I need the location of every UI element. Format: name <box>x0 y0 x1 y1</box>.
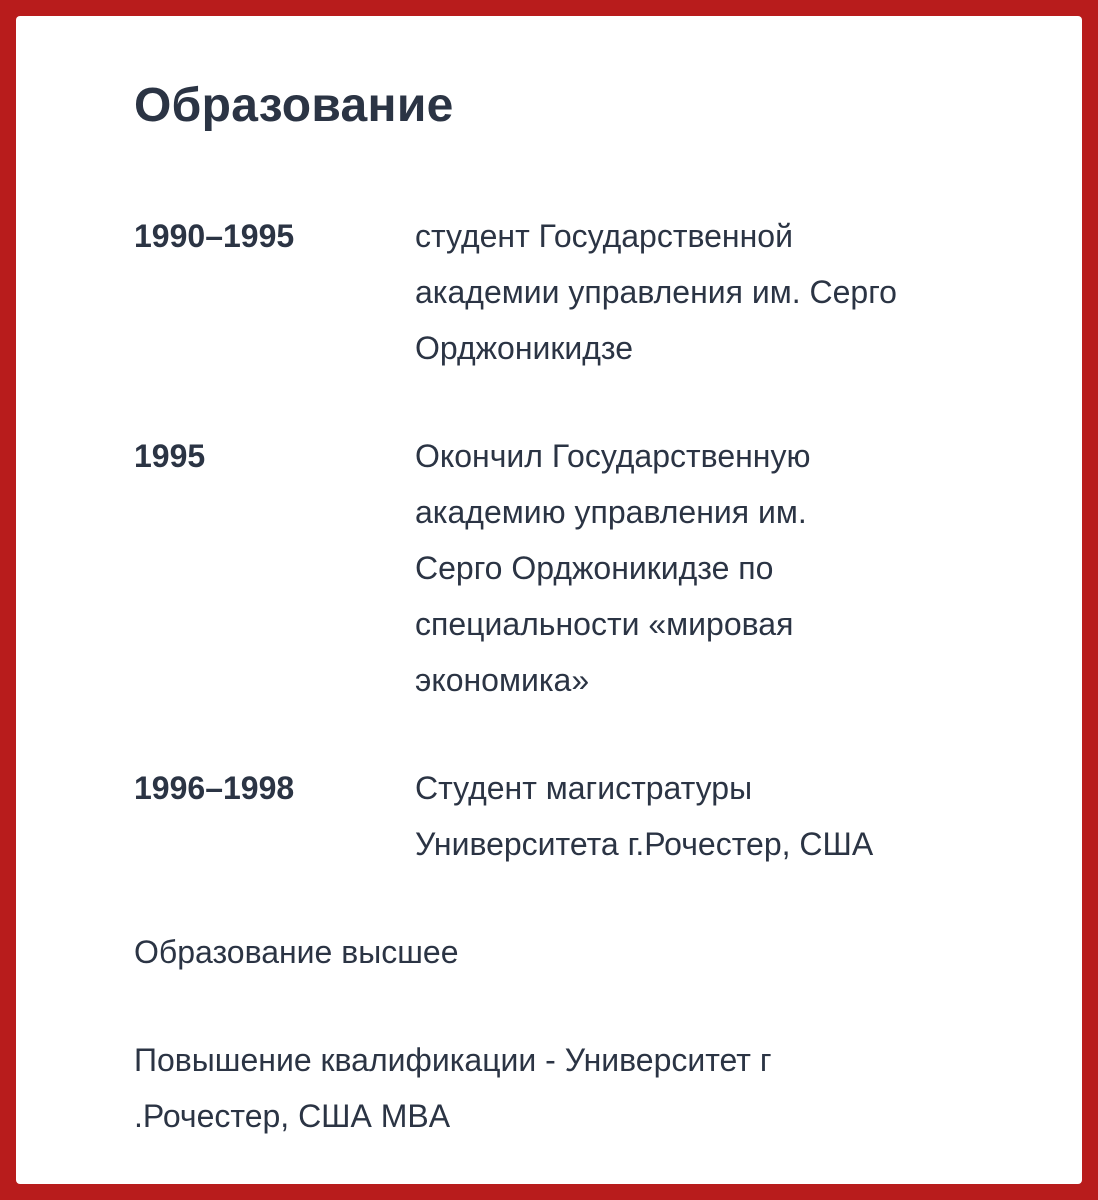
education-level-note: Образование высшее <box>134 934 459 970</box>
description-line: Серго Орджоникидзе по <box>415 550 774 586</box>
description-line: Орджоникидзе <box>415 330 634 366</box>
education-description <box>415 428 1015 708</box>
description-line: студент Государственной <box>415 218 793 254</box>
education-item <box>134 428 1034 708</box>
education-description <box>415 760 1015 872</box>
education-period: 1995 <box>134 438 206 474</box>
education-list <box>134 208 1034 872</box>
education-item <box>134 760 1034 872</box>
education-item <box>134 208 1034 376</box>
section-title: Образование <box>134 79 454 132</box>
education-section <box>134 76 1034 1144</box>
description-line: академию управления им. <box>415 494 807 530</box>
qualification-note <box>134 1032 954 1144</box>
content-card <box>16 16 1082 1184</box>
description-line: Университета г.Рочестер, США <box>415 826 874 862</box>
description-line: академии управления им. Серго <box>415 274 897 310</box>
qualification-line: Повышение квалификации - Университет г <box>134 1042 772 1078</box>
education-period: 1990–1995 <box>134 218 295 254</box>
education-period: 1996–1998 <box>134 770 295 806</box>
description-line: Окончил Государственную <box>415 438 811 474</box>
description-line: специальности «мировая <box>415 606 794 642</box>
education-description <box>415 208 1015 376</box>
description-line: Студент магистратуры <box>415 770 753 806</box>
description-line: экономика» <box>415 662 590 698</box>
qualification-line: .Рочестер, США MBA <box>134 1098 451 1134</box>
